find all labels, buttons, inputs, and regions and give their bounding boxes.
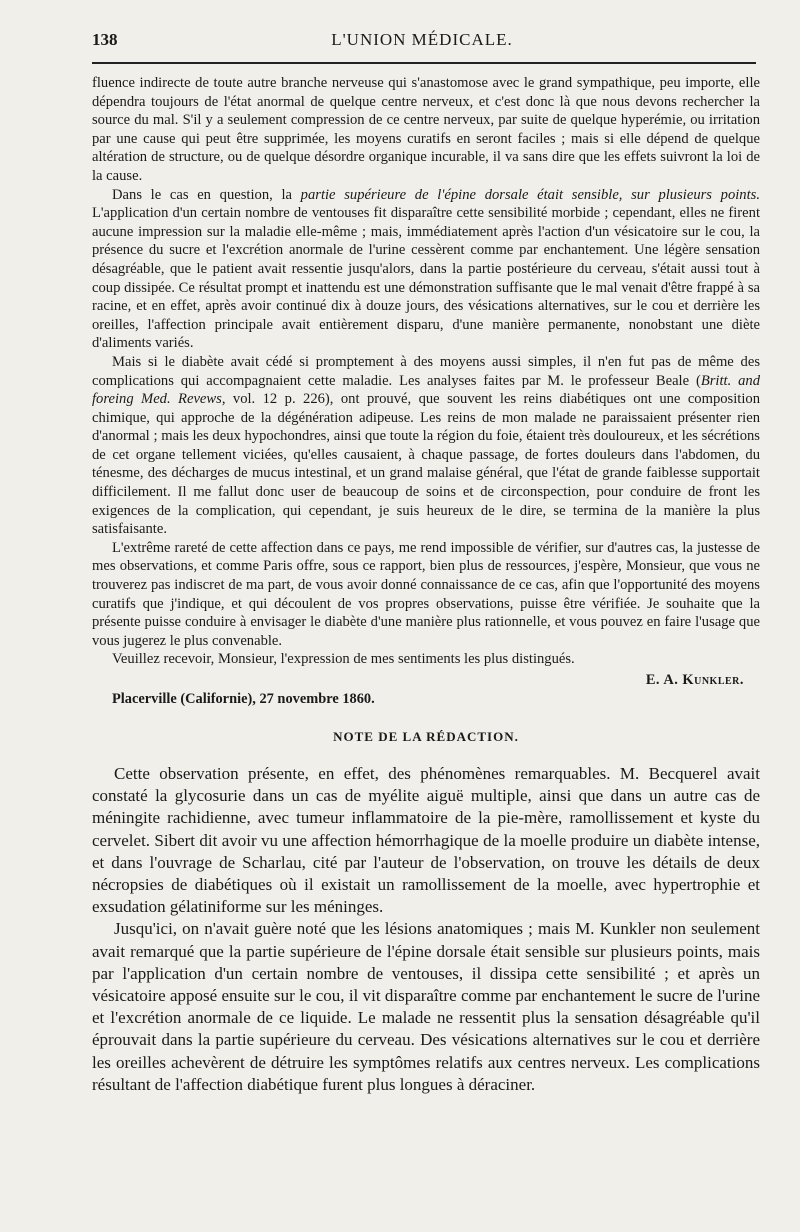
letter-paragraph-1: fluence indirecte de toute autre branche nerveuse qui s'anastomose avec le grand sympathique, peu importe, elle dépendra toujours de l'état anormal de quelque centre nerveux, et c'est donc là que nous devons rechercher la source du mal. S'il y a seulement compression de ce centre nerveux, par suite de quelque hyperémie, ou irritation par une cause qui peut être supprimée, les moyens curatifs en seront faciles ; mais si elle dépend de quelque altération de structure, ou de quelque désordre organique incurable, il va sans dire que les effets suivront la loi de la cause.: [92, 75, 760, 184]
place-date: Placerville (Californie), 27 novembre 1860.: [112, 691, 375, 707]
note-body: [92, 763, 760, 1096]
letter-paragraph-2-emphasis: partie supérieure de l'épine dorsale était sensible, sur plusieurs points.: [300, 186, 760, 203]
page-number: 138: [92, 30, 118, 49]
letter-paragraph-2-start: Dans le cas en question, la: [112, 186, 301, 203]
page-header: [92, 30, 752, 58]
header-rule: [92, 62, 756, 64]
letter-paragraph-3: [92, 353, 760, 539]
letter-paragraph-5: Veuillez recevoir, Monsieur, l'expression de mes sentiments les plus distingués.: [112, 651, 575, 668]
text-column: [92, 74, 760, 1096]
running-title: L'UNION MÉDICALE.: [331, 30, 513, 49]
signature: [92, 671, 760, 690]
letter-paragraph-3-end: , vol. 12 p. 226), ont prouvé, que souvent les reins diabétiques ont une composition chimique, qui approche de la dégénération adipeuse. Les reins de mon malade ne paraissaient présenter rien d'anormal ; mais les deux hypochondres, ainsi que toute la région du foie, étaient très douloureux, et les sécrétions de cet organe tellement viciées, qu'elles causaient, à chaque passage, de fortes douleurs dans l'abdomen, du ténesme, des décharges de mucus intestinal, et un grand malaise général, que l'état de grande faiblesse supportait difficilement. Il me fallut donc user de beaucoup de soins et de circonspection, pour conduire de front les exigences de la complication, qui cependant, je suis heureux de le dire, se termina de la manière la plus satisfaisante.: [92, 391, 760, 538]
signature-name: E. A. Kunkler.: [645, 672, 744, 688]
letter-paragraph-2: [92, 186, 760, 353]
note-title: NOTE DE LA RÉDACTION.: [333, 729, 519, 744]
letter-body: [92, 74, 760, 669]
note-paragraph-2: Jusqu'ici, on n'avait guère noté que les lésions anatomiques ; mais M. Kunkler non seulement avait remarqué que la partie supérieure de l'épine dorsale était sensible sur plusieurs points, mais par l'application d'un certain nombre de ventouses, il dissipa cette sensibilité ; et après un vésicatoire apposé ensuite sur le cou, il vit disparaître comme par enchantement le sucre de l'urine et l'excrétion anormale de ce liquide. Le malade ne ressentit plus la sensation désagréable qu'il éprouvait dans la partie supérieure du cerveau. Des vésications alternatives sur le cou et derrière les oreilles achevèrent de détruire les symptômes relatifs aux centres nerveux. Les complications résultant de l'affection diabétique furent plus longues à déraciner.: [92, 919, 760, 1094]
note-paragraph-1: Cette observation présente, en effet, des phénomènes remarquables. M. Becquerel avait constaté la glycosurie dans un cas de myélite aiguë multiple, ainsi que dans un autre cas de méningite rachidienne, avec tumeur inflammatoire de la pie-mère, ramollissement et kyste du cervelet. Sibert dit avoir vu une affection hémorrhagique de la moelle produire un diabète intense, et dans l'ouvrage de Scharlau, cité par l'auteur de l'observation, on trouve les détails de deux nécropsies de diabétiques où il existait un ramollissement de la moelle, avec hypertrophie et exsudation gélatiniforme sur les méninges.: [92, 764, 760, 917]
letter-paragraph-4: L'extrême rareté de cette affection dans ce pays, me rend impossible de vérifier, sur d'autres cas, la justesse de mes observations, et comme Paris offre, sous ce rapport, bien plus de ressources, j'espère, Monsieur, que vous ne trouverez pas indiscret de ma part, de vous avoir donné connaissance de ce cas, afin que l'opportunité des moyens curatifs que j'indique, et qui découlent de vos propres observations, puisse être vérifiée. Je souhaite que la présente puisse conduire à envisager le diabète d'une manière plus rationnelle, et vous pouvez en faire l'usage que vous jugerez le plus convenable.: [92, 539, 760, 649]
letter-paragraph-2-end: L'application d'un certain nombre de ventouses fit disparaître cette sensibilité morbide ; cependant, elles ne firent aucune impression sur la maladie elle-même ; mais, immédiatement après l'action d'un vésicatoire sur le cou, la présence du sucre et l'excrétion anormale de l'urine cessèrent comme par enchantement. Une légère sensation désagréable, que le patient avait ressentie jusqu'alors, dans la partie postérieure du cerveau, s'était aussi tout à coup dissipée. Ce résultat prompt et inattendu est une démonstration suffisante que le mal venait d'être frappé à sa racine, et en effet, après avoir continué dix à douze jours, des vésications alternatives, sur le cou et derrière les oreilles, l'affection principale avait entièrement disparu, d'une manière permanente, nonobstant une diète d'aliments variés.: [92, 205, 760, 352]
letter-paragraph-3-start: Mais si le diabète avait cédé si promptement à des moyens aussi simples, il n'en fut pas de même des complications qui accompagnaient cette maladie. Les analyses faites par M. le professeur Beale (: [92, 353, 760, 389]
letter-paragraph-3-citation: Britt. and foreing Med. Revews: [92, 372, 760, 408]
